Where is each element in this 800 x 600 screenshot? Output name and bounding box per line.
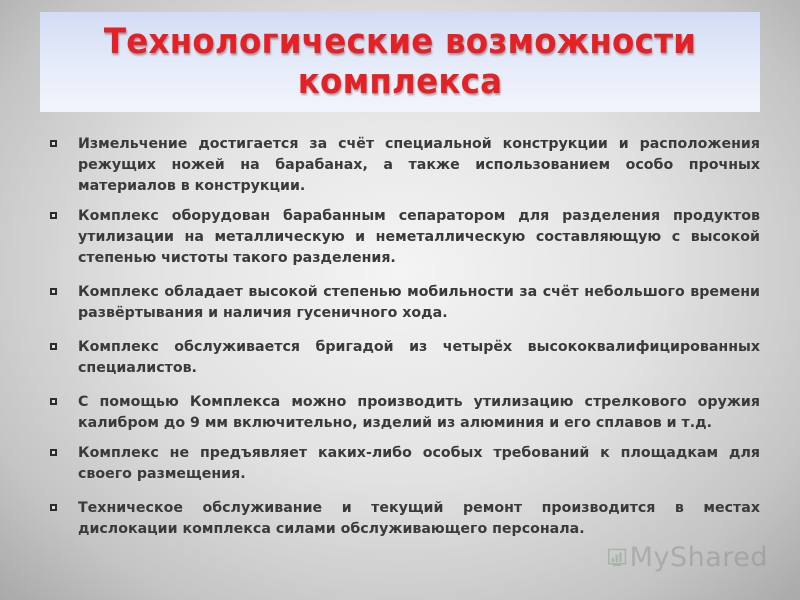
bullet-item (45, 337, 760, 379)
bullet-item (45, 443, 760, 485)
bullet-marker-icon (50, 288, 57, 295)
watermark-text: MyShared (629, 541, 768, 573)
bar-chart-logo-icon (608, 543, 628, 571)
bullet-text: Комплекс не предъявляет каких-либо особых требований к площадкам для своего размещения. (78, 445, 760, 482)
bullet-item (45, 134, 760, 197)
bullet-marker-icon (50, 212, 57, 219)
watermark (608, 540, 768, 574)
bullet-list (45, 134, 760, 553)
bullet-text: Комплекс обслуживается бригадой из четырёх высококвалифицированных специалистов. (78, 339, 760, 376)
slide-title: Технологические возможности комплекса (103, 22, 697, 102)
bullet-text: Комплекс обладает высокой степенью мобильности за счёт небольшого времени развёртывания и наличия гусеничного хода. (78, 284, 760, 321)
bullet-text: Комплекс оборудован барабанным сепаратором для разделения продуктов утилизации на металлическую и неметаллическую составляющую с высокой степенью чистоты такого разделения. (78, 208, 760, 266)
bullet-marker-icon (50, 343, 57, 350)
bullet-item (45, 206, 760, 269)
title-banner (40, 12, 760, 112)
bullet-marker-icon (50, 504, 57, 511)
bullet-item (45, 498, 760, 540)
bullet-item (45, 392, 760, 434)
bullet-text: Измельчение достигается за счёт специальной конструкции и расположения режущих ножей на барабанах, а также использованием особо прочных материалов в конструкции. (78, 136, 760, 194)
bullet-text: С помощью Комплекса можно производить утилизацию стрелкового оружия калибром до 9 мм включительно, изделий из алюминия и его сплавов и т.д. (78, 394, 760, 431)
bullet-marker-icon (50, 140, 57, 147)
bullet-marker-icon (50, 398, 57, 405)
bullet-marker-icon (50, 449, 57, 456)
bullet-text: Техническое обслуживание и текущий ремонт производится в местах дислокации комплекса силами обслуживающего персонала. (78, 500, 760, 537)
bullet-item (45, 282, 760, 324)
